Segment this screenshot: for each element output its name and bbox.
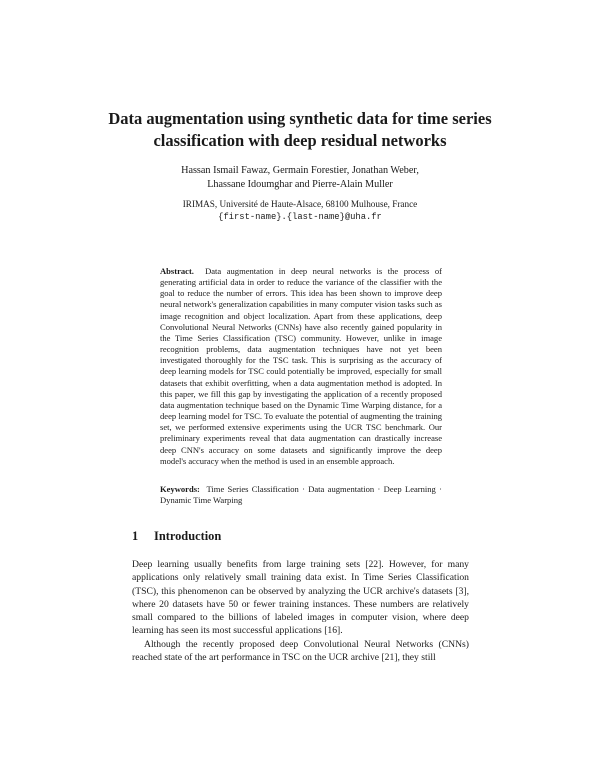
email: {first-name}.{last-name}@uha.fr bbox=[218, 212, 382, 222]
abstract-label: Abstract. bbox=[160, 266, 194, 276]
authors-line-1: Hassan Ismail Fawaz, Germain Forestier, Jonathan Weber, bbox=[181, 165, 419, 176]
paragraph-1: Deep learning usually benefits from large training sets [22]. However, for many applications only relatively small training data exist. In Time Series Classification (TSC), this phenomenon can be observed by analyzing the UCR archive's datasets [3], where 20 datasets have 50 or fewer training instances. These numbers are relatively small compared to the billions of labeled images in computer vision, where deep learning has seen its most successful applications [16]. bbox=[132, 559, 469, 637]
authors-line-2: Lhassane Idoumghar and Pierre-Alain Muller bbox=[207, 178, 393, 190]
section-number: 1 bbox=[132, 529, 139, 543]
section-heading bbox=[132, 528, 221, 544]
abstract bbox=[160, 266, 442, 467]
keywords bbox=[160, 484, 442, 506]
affiliation: IRIMAS, Université de Haute-Alsace, 68100 Mulhouse, France bbox=[182, 199, 418, 209]
introduction-body bbox=[132, 558, 469, 664]
keywords-label: Keywords: bbox=[160, 484, 200, 494]
paragraph-2: Although the recently proposed deep Convolutional Neural Networks (CNNs) reached state of the art performance in TSC on the UCR archive [21], they still bbox=[132, 638, 469, 664]
section-title: Introduction bbox=[154, 529, 222, 543]
abstract-text: Data augmentation in deep neural networks is the process of generating artificial data in order to reduce the variance of the classifier with the goal to reduce the number of errors. This idea has been shown to improve deep neural network's generalization capabilities in many computer vision tasks such as image recognition and object localization. Apart from these applications, deep Convolutional Neural Networks (CNNs) have also recently gained popularity in the Time Series Classification (TSC) community. However, unlike in image recognition problems, data augmentation techniques have not yet been investigated thoroughly for the TSC task. This is surprising as the accuracy of deep learning models for TSC could potentially be improved, especially for small datasets that exhibit overfitting, when a data augmentation method is adopted. In this paper, we fill this gap by investigating the application of a recently proposed data augmentation technique based on the Dynamic Time Warping distance, for a deep learning model for TSC. To evaluate the potential of augmenting the training set, we performed extensive experiments using the UCR TSC benchmark. Our preliminary experiments reveal that data augmentation can drastically increase deep CNN's accuracy on some datasets and significantly improve the deep model's accuracy when the method is used in an ensemble approach. bbox=[160, 266, 443, 466]
abstract-paragraph bbox=[160, 266, 442, 467]
affiliation-block bbox=[100, 198, 500, 224]
keywords-text: Time Series Classification · Data augmentation · Deep Learning · Dynamic Time Warping bbox=[160, 484, 442, 506]
paper-title: Data augmentation using synthetic data for time series classification with deep residual networks bbox=[108, 109, 492, 150]
author-list bbox=[100, 164, 500, 191]
